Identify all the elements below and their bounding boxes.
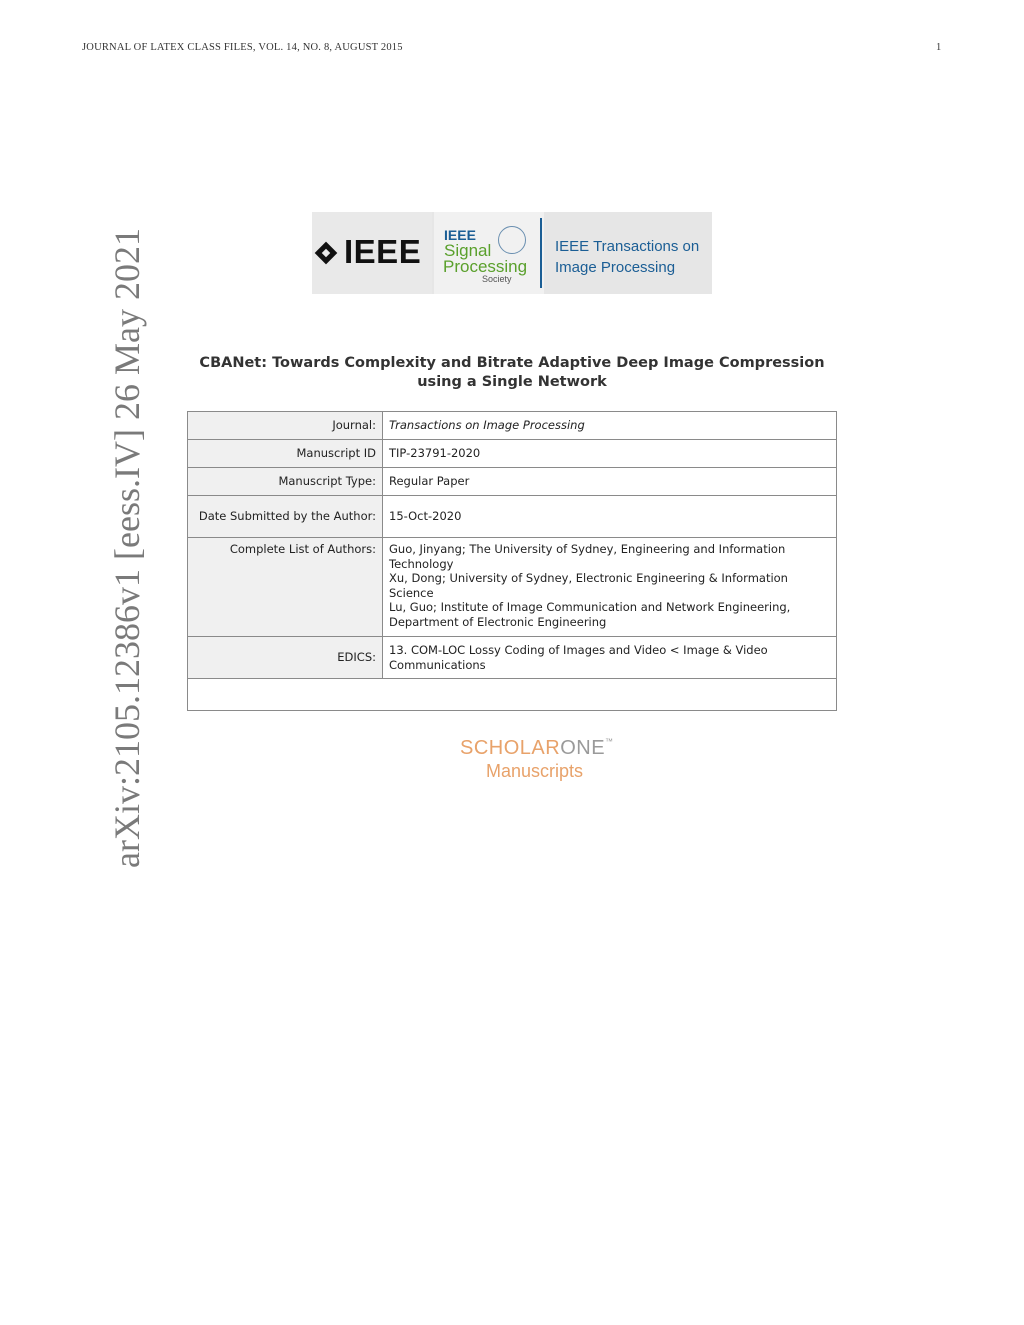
arxiv-stamp: arXiv:2105.12386v1 [eess.IV] 26 May 2021 [107, 228, 147, 868]
table-row [188, 440, 837, 468]
table-row [188, 412, 837, 440]
sps-ieee-text: IEEE [444, 227, 476, 243]
edics-label: EDICS: [188, 637, 383, 679]
scholarone-wordmark [460, 737, 614, 760]
one-text: ONE [560, 737, 606, 759]
globe-icon [498, 226, 526, 254]
banner-divider [540, 218, 542, 288]
manuscript-id-value: TIP-23791-2020 [383, 440, 837, 468]
trademark-symbol: ™ [605, 737, 614, 746]
journal-label: Journal: [188, 412, 383, 440]
sps-processing-text: Processing [443, 257, 528, 276]
date-submitted-value: 15-Oct-2020 [383, 496, 837, 538]
empty-cell [188, 679, 837, 711]
table-row [188, 496, 837, 538]
author-entry: Lu, Guo; Institute of Image Communication and Network Engineering, Department of Electronic Engineering [389, 600, 791, 629]
table-row [188, 468, 837, 496]
journal-value: Transactions on Image Processing [383, 412, 837, 440]
edics-value: 13. COM-LOC Lossy Coding of Images and Video < Image & Video Communications [383, 637, 837, 679]
sps-signal-text: Signal [444, 241, 492, 260]
manuscript-metadata-table [187, 411, 837, 711]
journal-name: IEEE Transactions on Image Processing [555, 238, 700, 276]
sps-society-text: Society [482, 274, 512, 284]
manuscript-id-label: Manuscript ID [188, 440, 383, 468]
authors-value [383, 538, 837, 637]
authors-label: Complete List of Authors: [188, 538, 383, 637]
manuscripts-text: Manuscripts [486, 761, 584, 781]
table-row [188, 637, 837, 679]
manuscript-type-value: Regular Paper [383, 468, 837, 496]
ieee-banner-logo [312, 212, 712, 294]
running-head: JOURNAL OF LATEX CLASS FILES, VOL. 14, NO. 8, AUGUST 2015 [82, 42, 403, 53]
paper-title: CBANet: Towards Complexity and Bitrate Adaptive Deep Image Compression using a Single Network [199, 355, 825, 390]
ieee-wordmark: IEEE [344, 233, 422, 270]
manuscript-type-label: Manuscript Type: [188, 468, 383, 496]
page-number: 1 [936, 42, 942, 53]
table-row-empty [188, 679, 837, 711]
date-submitted-label: Date Submitted by the Author: [188, 496, 383, 538]
author-entry: Xu, Dong; University of Sydney, Electronic Engineering & Information Science [389, 571, 788, 600]
author-entry: Guo, Jinyang; The University of Sydney, Engineering and Information Technology [389, 542, 786, 571]
table-row [188, 538, 837, 637]
scholar-text: SCHOLAR [460, 737, 561, 759]
scholarone-logo [460, 737, 614, 782]
